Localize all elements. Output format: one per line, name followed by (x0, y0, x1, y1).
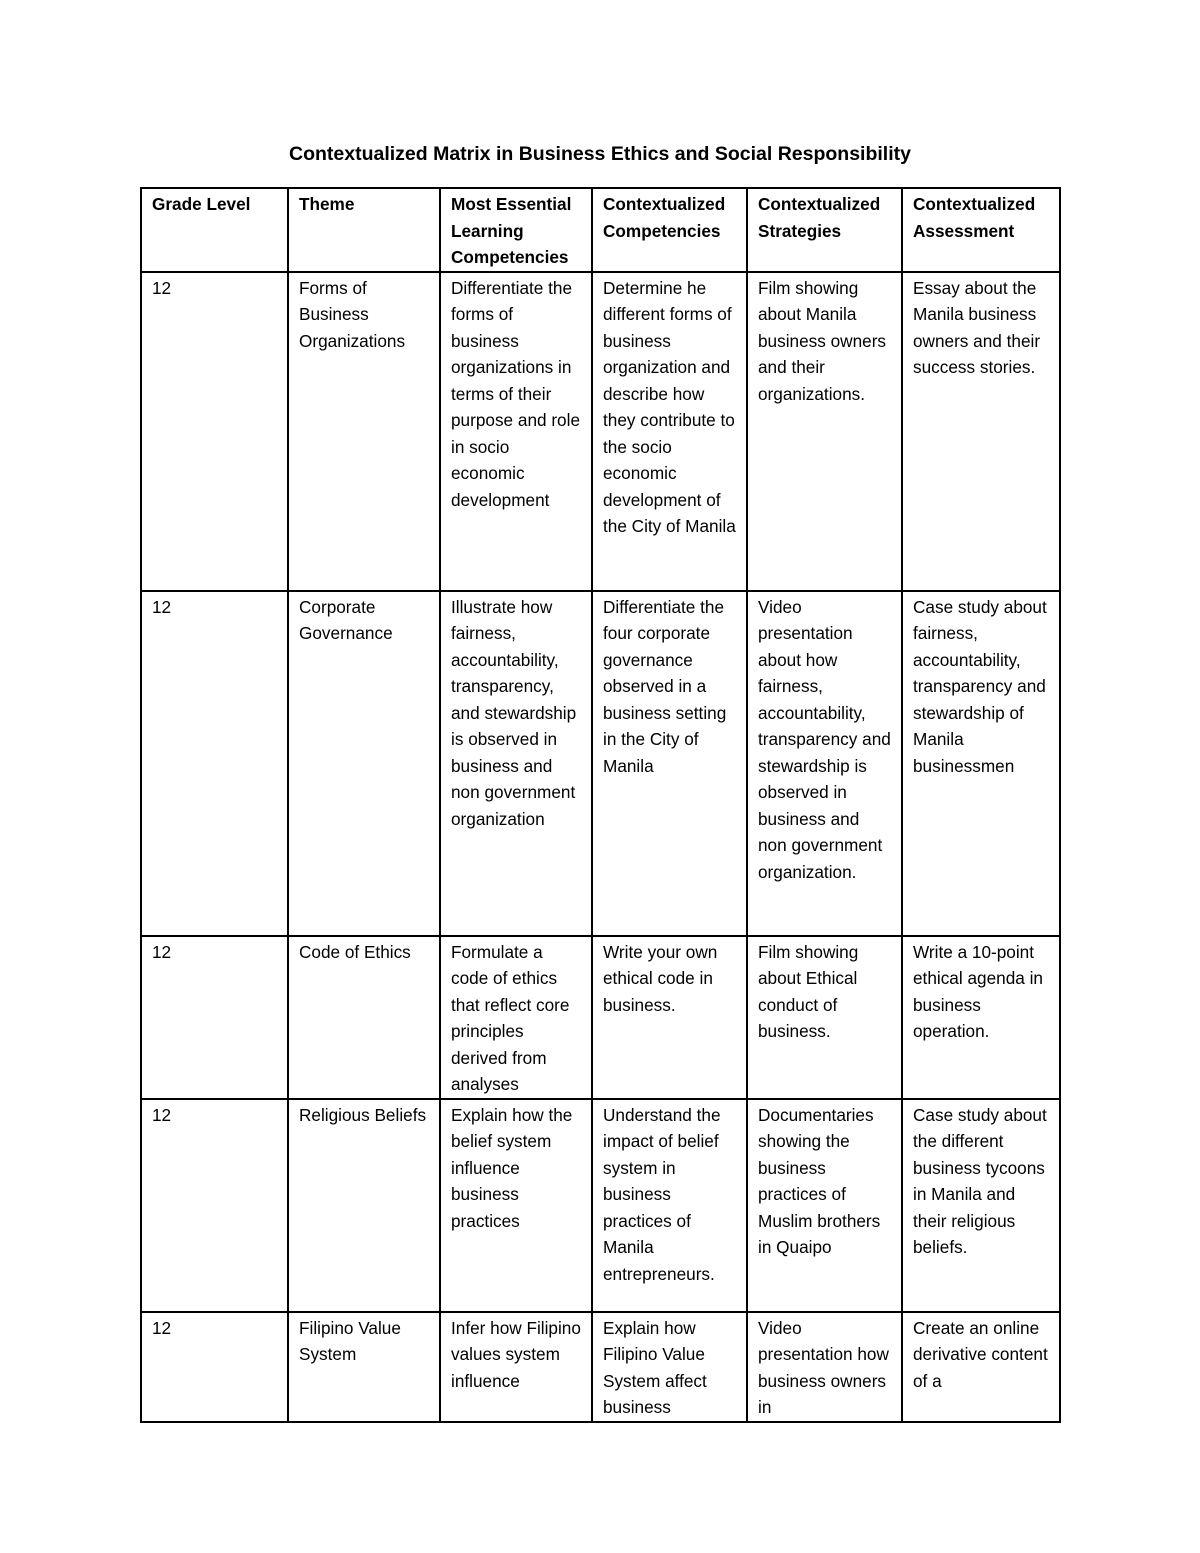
cell-contextualized-assessment: Create an online derivative content of a (902, 1312, 1060, 1422)
cell-grade-level: 12 (141, 272, 288, 591)
table-row (141, 591, 1060, 936)
table-row (141, 1312, 1060, 1422)
cell-theme: Code of Ethics (288, 936, 440, 1099)
cell-contextualized-strategy: Video presentation how business owners in (747, 1312, 902, 1422)
cell-grade-level: 12 (141, 1099, 288, 1312)
cell-contextualized-strategy: Film showing about Ethical conduct of business. (747, 936, 902, 1099)
table-row (141, 272, 1060, 591)
header-contextualized-assessment: Contextualized Assessment (902, 188, 1060, 272)
cell-contextualized-competency: Understand the impact of belief system in business practices of Manila entrepreneurs. (592, 1099, 747, 1312)
header-contextualized-strategies: Contextualized Strategies (747, 188, 902, 272)
header-grade-level: Grade Level (141, 188, 288, 272)
cell-grade-level: 12 (141, 591, 288, 936)
cell-contextualized-assessment: Case study about fairness, accountability, transparency and stewardship of Manila businessmen (902, 591, 1060, 936)
header-contextualized-competencies: Contextualized Competencies (592, 188, 747, 272)
cell-learning-competency: Illustrate how fairness, accountability, transparency, and stewardship is observed in business and non government organization (440, 591, 592, 936)
cell-contextualized-competency: Write your own ethical code in business. (592, 936, 747, 1099)
document-title: Contextualized Matrix in Business Ethics and Social Responsibility (289, 143, 911, 165)
header-theme: Theme (288, 188, 440, 272)
cell-theme: Filipino Value System (288, 1312, 440, 1422)
cell-grade-level: 12 (141, 936, 288, 1099)
cell-contextualized-competency: Determine he different forms of business organization and describe how they contribute to the socio economic development of the City of Manila (592, 272, 747, 591)
cell-contextualized-competency: Differentiate the four corporate governance observed in a business setting in the City of Manila (592, 591, 747, 936)
cell-learning-competency: Explain how the belief system influence business practices (440, 1099, 592, 1312)
competency-matrix-table (140, 187, 1061, 1423)
cell-grade-level: 12 (141, 1312, 288, 1422)
cell-theme: Forms of Business Organizations (288, 272, 440, 591)
header-most-essential-learning-competencies: Most Essential Learning Competencies (440, 188, 592, 272)
cell-contextualized-strategy: Film showing about Manila business owners and their organizations. (747, 272, 902, 591)
cell-theme: Religious Beliefs (288, 1099, 440, 1312)
table-row (141, 936, 1060, 1099)
cell-learning-competency: Formulate a code of ethics that reflect core principles derived from analyses (440, 936, 592, 1099)
table-row (141, 1099, 1060, 1312)
cell-contextualized-assessment: Write a 10-point ethical agenda in business operation. (902, 936, 1060, 1099)
table-header-row (141, 188, 1060, 272)
cell-contextualized-strategy: Documentaries showing the business practices of Muslim brothers in Quaipo (747, 1099, 902, 1312)
cell-theme: Corporate Governance (288, 591, 440, 936)
cell-contextualized-competency: Explain how Filipino Value System affect business (592, 1312, 747, 1422)
cell-contextualized-assessment: Case study about the different business tycoons in Manila and their religious beliefs. (902, 1099, 1060, 1312)
cell-learning-competency: Differentiate the forms of business organizations in terms of their purpose and role in socio economic development (440, 272, 592, 591)
cell-learning-competency: Infer how Filipino values system influence (440, 1312, 592, 1422)
cell-contextualized-assessment: Essay about the Manila business owners and their success stories. (902, 272, 1060, 591)
cell-contextualized-strategy: Video presentation about how fairness, accountability, transparency and stewardship is observed in business and non government organization. (747, 591, 902, 936)
